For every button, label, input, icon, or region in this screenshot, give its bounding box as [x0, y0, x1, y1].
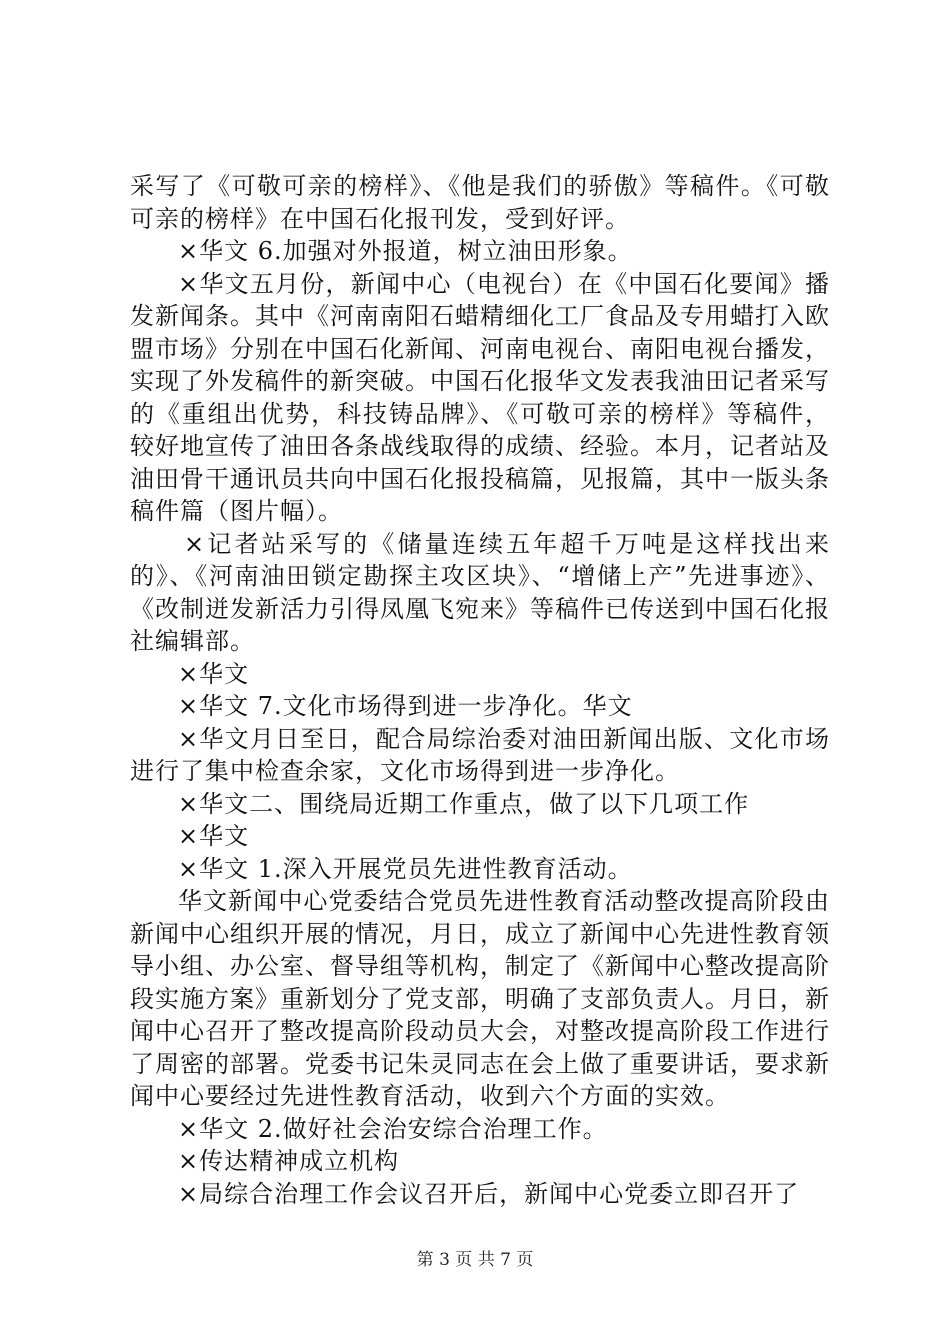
paragraph: ×记者站采写的《储量连续五年超千万吨是这样找出来的》、《河南油田锁定勘探主攻区块》、“增储上产”先进事迹》、《改制迸发新活力引得凤凰飞宛来》等稿件已传送到中国石化报社编辑部。	[130, 529, 830, 655]
paragraph: 采写了《可敬可亲的榜样》、《他是我们的骄傲》等稿件。《可敬可亲的榜样》在中国石化报刊发，受到好评。	[130, 172, 830, 233]
paragraph: ×华文五月份，新闻中心（电视台）在《中国石化要闻》播发新闻条。其中《河南南阳石蜡精细化工厂食品及专用蜡打入欧盟市场》分别在中国石化新闻、河南电视台、南阳电视台播发，实现了外发稿件的新突破。中国石化报华文发表我油田记者采写的《重组出优势，科技铸品牌》、《可敬可亲的榜样》等稿件，较好地宣传了油田各条战线取得的成绩、经验。本月，记者站及油田骨干通讯员共向中国石化报投稿篇，见报篇，其中一版头条稿件篇（图片幅）。	[130, 269, 830, 525]
paragraph: ×传达精神成立机构	[178, 1147, 400, 1175]
paragraph: ×华文 7.文化市场得到进一步净化。华文	[178, 692, 633, 720]
page-footer	[0, 1245, 950, 1270]
document-body	[130, 170, 830, 1210]
paragraph: ×华文	[178, 822, 250, 850]
paragraph: ×华文 2.做好社会治安综合治理工作。	[178, 1114, 608, 1143]
paragraph: ×华文月日至日，配合局综治委对油田新闻出版、文化市场进行了集中检查余家，文化市场得到进一步净化。	[130, 724, 830, 785]
paragraph: ×华文二、围绕局近期工作重点，做了以下几项工作	[178, 789, 750, 818]
paragraph: 华文新闻中心党委结合党员先进性教育活动整改提高阶段由新闻中心组织开展的情况，月日，成立了新闻中心先进性教育领导小组、办公室、督导组等机构，制定了《新闻中心整改提高阶段实施方案》重新划分了党支部，明确了支部负责人。月日，新闻中心召开了整改提高阶段动员大会，对整改提高阶段工作进行了周密的部署。党委书记朱灵同志在会上做了重要讲话，要求新闻中心要经过先进性教育活动，收到六个方面的实效。	[130, 887, 830, 1110]
paragraph: ×局综合治理工作会议召开后，新闻中心党委立即召开了	[178, 1179, 800, 1208]
page-number-label: 第 3 页 共 7 页	[416, 1250, 534, 1270]
paragraph: ×华文 6.加强对外报道，树立油田形象。	[178, 237, 633, 265]
paragraph: ×华文	[178, 659, 250, 688]
paragraph: ×华文 1.深入开展党员先进性教育活动。	[178, 854, 633, 883]
